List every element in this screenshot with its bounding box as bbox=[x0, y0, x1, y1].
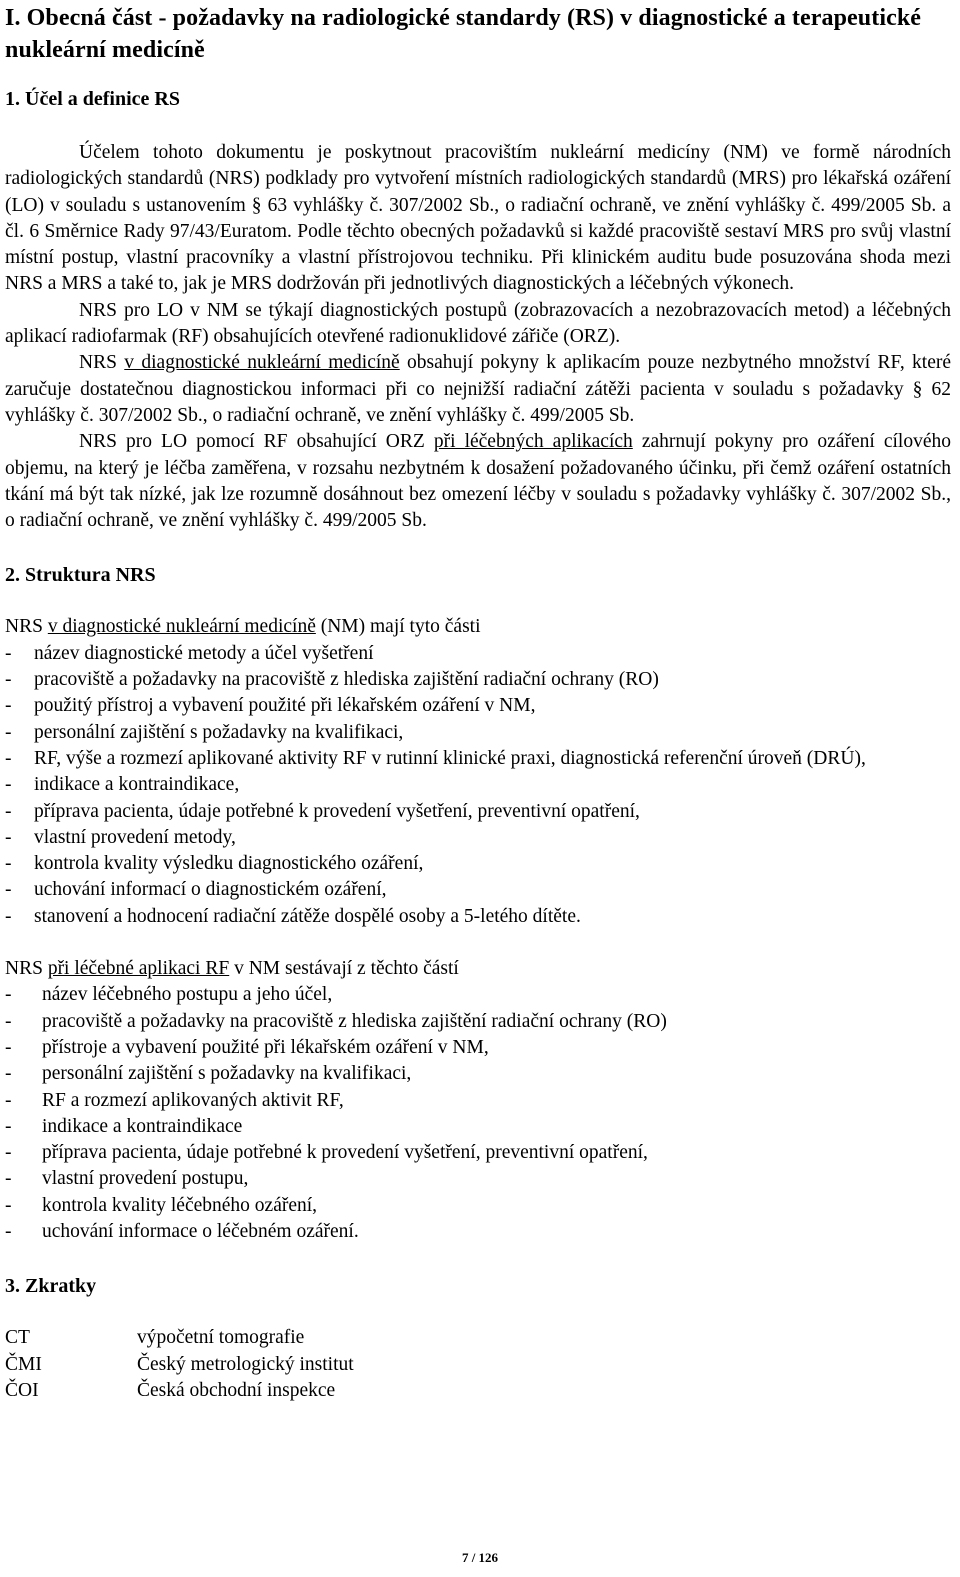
abbreviation: CT bbox=[5, 1327, 30, 1349]
abbreviation-meaning: výpočetní tomografie bbox=[137, 1327, 305, 1349]
therapeutic-structure-intro: NRS při léčebné aplikaci RF v NM sestávají z těchto částí bbox=[5, 958, 459, 980]
section-1-heading: 1. Účel a definice RS bbox=[5, 88, 180, 110]
document-page bbox=[5, 0, 951, 1404]
list-item: - indikace a kontraindikace bbox=[5, 1114, 951, 1140]
list-item: - kontrola kvality léčebného ozáření, bbox=[5, 1193, 951, 1219]
list-item: - použitý přístroj a vybavení použité při lékařském ozáření v NM, bbox=[5, 693, 951, 719]
list-item: - kontrola kvality výsledku diagnostického ozáření, bbox=[5, 851, 951, 877]
list-item: - název léčebného postupu a jeho účel, bbox=[5, 982, 951, 1008]
abbreviations-table bbox=[5, 1325, 354, 1404]
list-item: - RF, výše a rozmezí aplikované aktivity RF v rutinní klinické praxi, diagnostická referenční úroveň (DRÚ), bbox=[5, 746, 951, 772]
list-item: - název diagnostické metody a účel vyšetření bbox=[5, 641, 951, 667]
therapeutic-structure-list bbox=[5, 982, 951, 1245]
page-number: 7 / 126 bbox=[461, 1550, 499, 1565]
diagnostic-structure-intro: NRS v diagnostické nukleární medicíně (NM) mají tyto části bbox=[5, 616, 481, 638]
list-item: - uchování informace o léčebném ozáření. bbox=[5, 1219, 951, 1245]
section-1-paragraph-1: Účelem tohoto dokumentu je poskytnout pracovištím nukleární medicíny (NM) ve formě národních radiologických standardů (NRS) podklady pro vytvoření místních radiologických standardů (MRS) pro lékařská ozáření (LO) v souladu s ustanovením § 63 vyhlášky č. 307/2002 Sb., o radiační ochraně, ve znění vyhlášky č. 499/2005 Sb. a čl. 6 Směrnice Rady 97/43/Euratom. Podle těchto obecných požadavků si každé pracoviště sestaví MRS pro svůj vlastní místní postup, vlastní pracovníky a vlastní přístrojovou techniku. Při klinickém auditu bude posuzována shoda mezi NRS a MRS a také to, jak je MRS dodržován při jednotlivých diagnostických a léčebných výkonech. bbox=[5, 142, 951, 295]
table-row bbox=[5, 1325, 354, 1351]
list-item: - příprava pacienta, údaje potřebné k provedení vyšetření, preventivní opatření, bbox=[5, 799, 951, 825]
underlined-phrase: v diagnostické nukleární medicíně bbox=[124, 352, 400, 374]
abbreviation-meaning: Česká obchodní inspekce bbox=[137, 1379, 336, 1401]
list-item: - vlastní provedení postupu, bbox=[5, 1166, 951, 1192]
section-1-paragraph-2: NRS pro LO v NM se týkají diagnostických postupů (zobrazovacích a nezobrazovacích metod) a léčebných aplikací radiofarmak (RF) obsahujících otevřené radionuklidové zářiče (ORZ). bbox=[5, 299, 951, 348]
list-item: - vlastní provedení metody, bbox=[5, 825, 951, 851]
list-item: - pracoviště a požadavky na pracoviště z hlediska zajištění radiační ochrany (RO) bbox=[5, 1009, 951, 1035]
list-item: - personální zajištění s požadavky na kvalifikaci, bbox=[5, 720, 951, 746]
section-1-paragraph-4: NRS pro LO pomocí RF obsahující ORZ při léčebných aplikacích zahrnují pokyny pro ozáření cílového objemu, na který je léčba zaměřena, v rozsahu nezbytném k dosažení požadovaného účinku, při čemž ozáření ostatních tkání má být tak nízké, jak lze rozumně dosáhnout bez omezení léčby v souladu s požadavky vyhlášky č. 307/2002 Sb., o radiační ochraně, ve znění vyhlášky č. 499/2005 Sb. bbox=[5, 431, 952, 532]
diagnostic-structure-list bbox=[5, 641, 951, 930]
table-row bbox=[5, 1352, 354, 1378]
section-1-paragraph-3: NRS v diagnostické nukleární medicíně obsahují pokyny k aplikacím pouze nezbytného množství RF, které zaručuje dostatečnou diagnostickou informaci při co nejnižší radiační zátěži pacienta v souladu s požadavky § 62 vyhlášky č. 307/2002 Sb., o radiační ochraně, ve znění vyhlášky č. 499/2005 Sb. bbox=[5, 352, 952, 426]
document-title: I. Obecná část - požadavky na radiologické standardy (RS) v diagnostické a terapeutické nukleární medicíně bbox=[5, 5, 922, 63]
underlined-phrase: v diagnostické nukleární medicíně bbox=[47, 616, 316, 638]
table-row bbox=[5, 1378, 354, 1404]
list-item: - příprava pacienta, údaje potřebné k provedení vyšetření, preventivní opatření, bbox=[5, 1140, 951, 1166]
list-item: - uchování informací o diagnostickém ozáření, bbox=[5, 877, 951, 903]
list-item: - RF a rozmezí aplikovaných aktivit RF, bbox=[5, 1088, 951, 1114]
abbreviation-meaning: Český metrologický institut bbox=[137, 1353, 354, 1375]
section-2-heading: 2. Struktura NRS bbox=[5, 564, 156, 587]
list-item: - pracoviště a požadavky na pracoviště z hlediska zajištění radiační ochrany (RO) bbox=[5, 667, 951, 693]
section-3-heading: 3. Zkratky bbox=[5, 1275, 97, 1298]
list-item: - stanovení a hodnocení radiační zátěže dospělé osoby a 5-letého dítěte. bbox=[5, 904, 951, 930]
abbreviation: ČOI bbox=[5, 1379, 39, 1401]
underlined-phrase: při léčebných aplikacích bbox=[433, 431, 633, 453]
underlined-phrase: při léčebné aplikaci RF bbox=[47, 958, 230, 980]
list-item: - indikace a kontraindikace, bbox=[5, 772, 951, 798]
abbreviation: ČMI bbox=[5, 1353, 42, 1375]
list-item: - přístroje a vybavení použité při lékařském ozáření v NM, bbox=[5, 1035, 951, 1061]
list-item: - personální zajištění s požadavky na kvalifikaci, bbox=[5, 1061, 951, 1087]
